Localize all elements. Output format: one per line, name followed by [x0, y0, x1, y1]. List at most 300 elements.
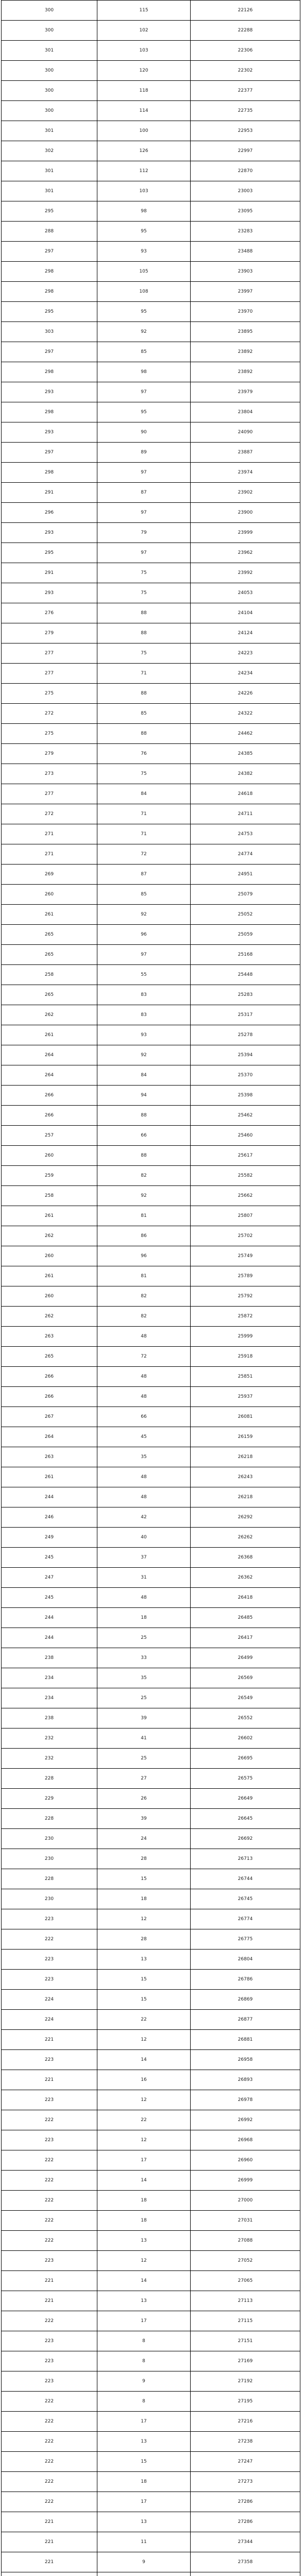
- score-cell: 261: [2, 1266, 97, 1286]
- table-row: [2, 2231, 300, 2251]
- table-row: [2, 824, 300, 844]
- table-row: [2, 1086, 300, 1106]
- rank-cell: 25918: [191, 1347, 300, 1367]
- rank-cell: 26804: [191, 1950, 300, 1970]
- table-row: [2, 41, 300, 61]
- score-cell: 266: [2, 1106, 97, 1126]
- count-cell: 85: [97, 704, 191, 724]
- score-cell: 244: [2, 1487, 97, 1507]
- rank-cell: 23095: [191, 201, 300, 222]
- score-cell: 297: [2, 443, 97, 463]
- table-row: [2, 382, 300, 402]
- table-row: [2, 744, 300, 764]
- rank-cell: 25662: [191, 1186, 300, 1206]
- count-cell: 66: [97, 1126, 191, 1146]
- count-cell: 118: [97, 81, 191, 101]
- table-row: [2, 1327, 300, 1347]
- score-cell: 293: [2, 382, 97, 402]
- rank-cell: 26243: [191, 1467, 300, 1487]
- count-cell: 97: [97, 543, 191, 563]
- count-cell: 18: [97, 2191, 191, 2211]
- count-cell: 12: [97, 2030, 191, 2050]
- table-row: [2, 1206, 300, 1226]
- rank-cell: 24124: [191, 623, 300, 643]
- table-row: [2, 342, 300, 362]
- rank-cell: 27192: [191, 2371, 300, 2392]
- count-cell: 82: [97, 1166, 191, 1186]
- score-table-body: [2, 1, 300, 2576]
- count-cell: 48: [97, 1387, 191, 1407]
- score-cell: 293: [2, 422, 97, 443]
- table-row: [2, 2371, 300, 2392]
- score-cell: 262: [2, 1226, 97, 1246]
- score-cell: 275: [2, 724, 97, 744]
- score-cell: 230: [2, 1849, 97, 1869]
- rank-cell: 26992: [191, 2110, 300, 2130]
- score-cell: 223: [2, 2050, 97, 2070]
- rank-cell: 27088: [191, 2231, 300, 2251]
- rank-cell: 25394: [191, 1045, 300, 1065]
- score-cell: 258: [2, 965, 97, 985]
- score-cell: 238: [2, 1708, 97, 1728]
- table-row: [2, 422, 300, 443]
- table-row: [2, 2150, 300, 2171]
- count-cell: 12: [97, 1909, 191, 1929]
- score-cell: 222: [2, 2211, 97, 2231]
- rank-cell: 25460: [191, 1126, 300, 1146]
- score-cell: 222: [2, 2231, 97, 2251]
- score-cell: 230: [2, 1889, 97, 1909]
- score-cell: 266: [2, 1086, 97, 1106]
- score-cell: 272: [2, 704, 97, 724]
- rank-cell: 26575: [191, 1769, 300, 1789]
- count-cell: 85: [97, 342, 191, 362]
- count-cell: 15: [97, 1869, 191, 1889]
- count-cell: 95: [97, 402, 191, 422]
- count-cell: 14: [97, 2271, 191, 2291]
- table-row: [2, 262, 300, 282]
- count-cell: 17: [97, 2412, 191, 2432]
- count-cell: 12: [97, 2251, 191, 2271]
- rank-cell: 26695: [191, 1749, 300, 1769]
- rank-cell: 27358: [191, 2552, 300, 2572]
- count-cell: 15: [97, 1970, 191, 1990]
- rank-cell: 26549: [191, 1688, 300, 1708]
- rank-cell: 25851: [191, 1367, 300, 1387]
- table-row: [2, 2171, 300, 2191]
- count-cell: 93: [97, 1025, 191, 1045]
- count-cell: 18: [97, 1608, 191, 1628]
- count-cell: 9: [97, 2552, 191, 2572]
- count-cell: 83: [97, 985, 191, 1005]
- count-cell: 92: [97, 1186, 191, 1206]
- table-row: [2, 1045, 300, 1065]
- count-cell: 71: [97, 824, 191, 844]
- count-cell: 48: [97, 1467, 191, 1487]
- score-cell: 262: [2, 1307, 97, 1327]
- table-row: [2, 1106, 300, 1126]
- table-row: [2, 865, 300, 885]
- table-row: [2, 985, 300, 1005]
- count-cell: 76: [97, 744, 191, 764]
- score-cell: 222: [2, 2432, 97, 2452]
- score-cell: 223: [2, 1970, 97, 1990]
- score-cell: 258: [2, 1186, 97, 1206]
- rank-cell: 26485: [191, 1608, 300, 1628]
- score-cell: 300: [2, 81, 97, 101]
- rank-cell: 24234: [191, 664, 300, 684]
- score-cell: [2, 2572, 97, 2576]
- table-row: [2, 2512, 300, 2532]
- count-cell: 35: [97, 1668, 191, 1688]
- table-row: [2, 1929, 300, 1950]
- score-cell: 261: [2, 1025, 97, 1045]
- table-row: [2, 1186, 300, 1206]
- table-row: [2, 885, 300, 905]
- rank-cell: 26978: [191, 2090, 300, 2110]
- count-cell: 115: [97, 1, 191, 21]
- score-cell: 297: [2, 342, 97, 362]
- rank-cell: 24223: [191, 643, 300, 664]
- table-row: [2, 1246, 300, 1266]
- table-row: [2, 2090, 300, 2110]
- table-row: [2, 1507, 300, 1528]
- count-cell: 97: [97, 382, 191, 402]
- score-cell: 298: [2, 463, 97, 483]
- table-row: [2, 181, 300, 201]
- rank-cell: 24053: [191, 583, 300, 603]
- count-cell: 87: [97, 483, 191, 503]
- score-cell: 300: [2, 61, 97, 81]
- count-cell: [97, 2572, 191, 2576]
- rank-cell: 24753: [191, 824, 300, 844]
- score-cell: 222: [2, 2452, 97, 2472]
- table-row: [2, 101, 300, 121]
- rank-cell: 26218: [191, 1487, 300, 1507]
- score-cell: 249: [2, 1528, 97, 1548]
- rank-cell: 26417: [191, 1628, 300, 1648]
- table-row: [2, 905, 300, 925]
- rank-cell: 26368: [191, 1548, 300, 1568]
- count-cell: 48: [97, 1367, 191, 1387]
- table-row: [2, 1065, 300, 1086]
- score-cell: 277: [2, 784, 97, 804]
- count-cell: 103: [97, 41, 191, 61]
- count-cell: 95: [97, 302, 191, 322]
- score-cell: 244: [2, 1608, 97, 1628]
- score-cell: 222: [2, 2492, 97, 2512]
- rank-cell: 25702: [191, 1226, 300, 1246]
- table-row: [2, 141, 300, 161]
- count-cell: 84: [97, 784, 191, 804]
- rank-cell: 26218: [191, 1447, 300, 1467]
- score-cell: 245: [2, 1548, 97, 1568]
- count-cell: 88: [97, 724, 191, 744]
- rank-cell: 23892: [191, 342, 300, 362]
- table-row: [2, 1608, 300, 1628]
- table-row: [2, 1126, 300, 1146]
- count-cell: 8: [97, 2351, 191, 2371]
- table-row: [2, 201, 300, 222]
- score-cell: 261: [2, 1206, 97, 1226]
- count-cell: 85: [97, 885, 191, 905]
- count-cell: 79: [97, 523, 191, 543]
- count-cell: 39: [97, 1708, 191, 1728]
- count-cell: 8: [97, 2331, 191, 2351]
- rank-cell: 23887: [191, 443, 300, 463]
- rank-cell: 25168: [191, 945, 300, 965]
- count-cell: 11: [97, 2532, 191, 2552]
- score-cell: 223: [2, 2331, 97, 2351]
- score-cell: 247: [2, 1568, 97, 1588]
- count-cell: 17: [97, 2311, 191, 2331]
- table-row: [2, 2311, 300, 2331]
- rank-cell: 26960: [191, 2150, 300, 2171]
- count-cell: 22: [97, 2010, 191, 2030]
- table-row: [2, 603, 300, 623]
- table-row: [2, 2211, 300, 2231]
- rank-cell: 26877: [191, 2010, 300, 2030]
- rank-cell: 27195: [191, 2392, 300, 2412]
- rank-cell: 25999: [191, 1327, 300, 1347]
- count-cell: 100: [97, 121, 191, 141]
- count-cell: 72: [97, 1347, 191, 1367]
- table-row: [2, 1648, 300, 1668]
- table-row: [2, 2110, 300, 2130]
- score-cell: 262: [2, 1005, 97, 1025]
- score-cell: 223: [2, 2371, 97, 2392]
- score-cell: 301: [2, 41, 97, 61]
- score-cell: 223: [2, 1950, 97, 1970]
- score-cell: 300: [2, 21, 97, 41]
- count-cell: 86: [97, 1226, 191, 1246]
- count-cell: 48: [97, 1327, 191, 1347]
- score-cell: 300: [2, 1, 97, 21]
- rank-cell: 22126: [191, 1, 300, 21]
- count-cell: 22: [97, 2110, 191, 2130]
- score-cell: 221: [2, 2552, 97, 2572]
- table-row: [2, 463, 300, 483]
- rank-cell: 26745: [191, 1889, 300, 1909]
- rank-cell: 25937: [191, 1387, 300, 1407]
- table-row: [2, 2432, 300, 2452]
- table-row: [2, 2392, 300, 2412]
- score-cell: 295: [2, 302, 97, 322]
- rank-cell: 27286: [191, 2492, 300, 2512]
- table-row: [2, 1970, 300, 1990]
- score-cell: 264: [2, 1427, 97, 1447]
- score-cell: 277: [2, 643, 97, 664]
- score-cell: 265: [2, 1347, 97, 1367]
- table-row: [2, 2552, 300, 2572]
- count-cell: 39: [97, 1809, 191, 1829]
- rank-cell: 24226: [191, 684, 300, 704]
- rank-cell: 27273: [191, 2472, 300, 2492]
- score-cell: 238: [2, 1648, 97, 1668]
- rank-cell: 27169: [191, 2351, 300, 2371]
- table-row: [2, 804, 300, 824]
- rank-cell: 25398: [191, 1086, 300, 1106]
- table-row: [2, 362, 300, 382]
- count-cell: 41: [97, 1728, 191, 1749]
- count-cell: 66: [97, 1407, 191, 1427]
- rank-cell: 25462: [191, 1106, 300, 1126]
- count-cell: 55: [97, 965, 191, 985]
- rank-cell: 26262: [191, 1528, 300, 1548]
- table-row: [2, 623, 300, 643]
- rank-cell: 23804: [191, 402, 300, 422]
- rank-cell: 23997: [191, 282, 300, 302]
- count-cell: 83: [97, 1005, 191, 1025]
- rank-cell: 23992: [191, 563, 300, 583]
- count-cell: 96: [97, 1246, 191, 1266]
- rank-cell: 26692: [191, 1829, 300, 1849]
- table-row: [2, 2532, 300, 2552]
- table-row: [2, 1769, 300, 1789]
- count-cell: 13: [97, 1950, 191, 1970]
- table-row: [2, 2572, 300, 2576]
- count-cell: 97: [97, 945, 191, 965]
- count-cell: 45: [97, 1427, 191, 1447]
- rank-cell: 27031: [191, 2211, 300, 2231]
- rank-cell: 26159: [191, 1427, 300, 1447]
- score-cell: 260: [2, 885, 97, 905]
- rank-cell: 27052: [191, 2251, 300, 2271]
- score-cell: 222: [2, 2412, 97, 2432]
- count-cell: 8: [97, 2392, 191, 2412]
- rank-cell: 26869: [191, 1990, 300, 2010]
- score-cell: 224: [2, 1990, 97, 2010]
- count-cell: 92: [97, 322, 191, 342]
- rank-cell: 24774: [191, 844, 300, 865]
- count-cell: 105: [97, 262, 191, 282]
- table-row: [2, 684, 300, 704]
- score-cell: 222: [2, 2171, 97, 2191]
- rank-cell: 27247: [191, 2452, 300, 2472]
- table-row: [2, 704, 300, 724]
- table-row: [2, 523, 300, 543]
- score-cell: 223: [2, 2130, 97, 2150]
- rank-cell: 25317: [191, 1005, 300, 1025]
- count-cell: 97: [97, 503, 191, 523]
- rank-cell: 24090: [191, 422, 300, 443]
- rank-cell: 26786: [191, 1970, 300, 1990]
- score-cell: 273: [2, 764, 97, 784]
- rank-cell: 25872: [191, 1307, 300, 1327]
- table-row: [2, 563, 300, 583]
- rank-cell: 24104: [191, 603, 300, 623]
- count-cell: 48: [97, 1588, 191, 1608]
- table-row: [2, 1889, 300, 1909]
- score-cell: 261: [2, 1467, 97, 1487]
- score-cell: 264: [2, 1065, 97, 1086]
- rank-cell: 27344: [191, 2532, 300, 2552]
- table-row: [2, 784, 300, 804]
- table-row: [2, 1387, 300, 1407]
- count-cell: 120: [97, 61, 191, 81]
- score-cell: 224: [2, 2010, 97, 2030]
- table-row: [2, 21, 300, 41]
- rank-cell: 26602: [191, 1728, 300, 1749]
- rank-cell: 27216: [191, 2412, 300, 2432]
- score-cell: 223: [2, 2351, 97, 2371]
- count-cell: 13: [97, 2512, 191, 2532]
- score-cell: 298: [2, 362, 97, 382]
- count-cell: 71: [97, 804, 191, 824]
- count-cell: 98: [97, 362, 191, 382]
- rank-cell: 26552: [191, 1708, 300, 1728]
- table-row: [2, 1708, 300, 1728]
- score-cell: 276: [2, 603, 97, 623]
- count-cell: 13: [97, 2432, 191, 2452]
- score-cell: 228: [2, 1869, 97, 1889]
- table-row: [2, 1166, 300, 1186]
- count-cell: 75: [97, 563, 191, 583]
- score-cell: 279: [2, 623, 97, 643]
- count-cell: 81: [97, 1206, 191, 1226]
- score-cell: 222: [2, 1929, 97, 1950]
- table-row: [2, 1467, 300, 1487]
- count-cell: 25: [97, 1749, 191, 1769]
- count-cell: 88: [97, 1106, 191, 1126]
- count-cell: 9: [97, 2371, 191, 2392]
- table-row: [2, 764, 300, 784]
- count-cell: 13: [97, 2231, 191, 2251]
- count-cell: 13: [97, 2291, 191, 2311]
- count-cell: 35: [97, 1447, 191, 1467]
- rank-cell: 26418: [191, 1588, 300, 1608]
- table-row: [2, 483, 300, 503]
- rank-cell: 27151: [191, 2331, 300, 2351]
- table-row: [2, 2291, 300, 2311]
- score-cell: 301: [2, 161, 97, 181]
- score-cell: 295: [2, 543, 97, 563]
- table-row: [2, 664, 300, 684]
- rank-cell: [191, 2572, 300, 2576]
- count-cell: 12: [97, 2090, 191, 2110]
- table-row: [2, 1950, 300, 1970]
- rank-cell: 25370: [191, 1065, 300, 1086]
- rank-cell: 25052: [191, 905, 300, 925]
- table-row: [2, 1367, 300, 1387]
- score-cell: 221: [2, 2291, 97, 2311]
- count-cell: 96: [97, 925, 191, 945]
- rank-cell: 23892: [191, 362, 300, 382]
- count-cell: 28: [97, 1929, 191, 1950]
- table-row: [2, 242, 300, 262]
- rank-cell: 26744: [191, 1869, 300, 1889]
- count-cell: 94: [97, 1086, 191, 1106]
- rank-cell: 22870: [191, 161, 300, 181]
- table-row: [2, 1146, 300, 1166]
- count-cell: 88: [97, 623, 191, 643]
- table-row: [2, 543, 300, 563]
- count-cell: 103: [97, 181, 191, 201]
- table-row: [2, 2351, 300, 2371]
- score-cell: 288: [2, 222, 97, 242]
- score-cell: 259: [2, 1166, 97, 1186]
- table-row: [2, 282, 300, 302]
- score-table: [1, 0, 300, 2576]
- score-cell: 271: [2, 844, 97, 865]
- score-cell: 222: [2, 2392, 97, 2412]
- rank-cell: 25792: [191, 1286, 300, 1307]
- table-row: [2, 161, 300, 181]
- score-cell: 232: [2, 1749, 97, 1769]
- count-cell: 18: [97, 1889, 191, 1909]
- table-row: [2, 1487, 300, 1507]
- rank-cell: 23003: [191, 181, 300, 201]
